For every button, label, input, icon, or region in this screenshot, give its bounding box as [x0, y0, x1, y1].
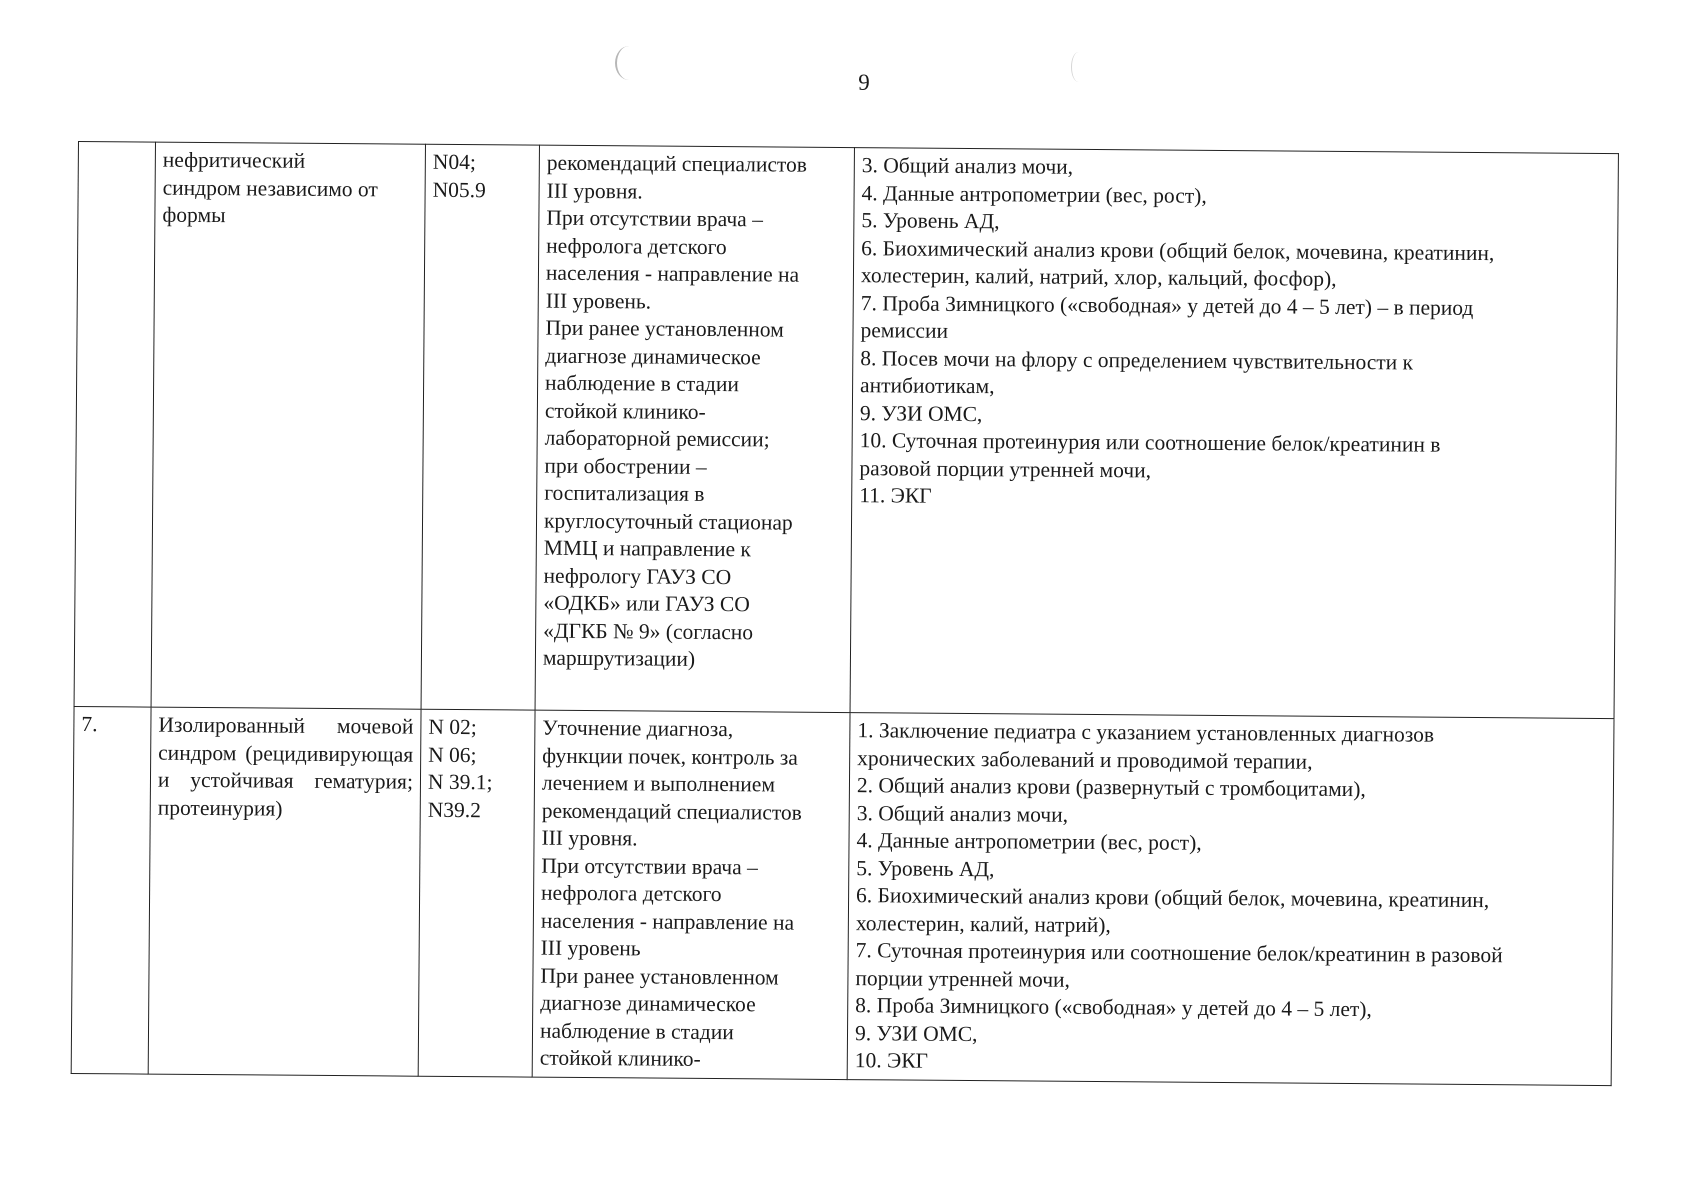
- examinations-cell: [850, 148, 1618, 719]
- exam-item: разовой порции утренней мочи,: [859, 455, 1152, 482]
- text-line: рекомендаций специалистов: [546, 150, 808, 177]
- text-line: диагнозе динамическое: [545, 343, 761, 369]
- text-line: нефритический: [162, 147, 306, 173]
- row-number-cell: [74, 142, 155, 708]
- exam-item: 3. Общий анализ мочи,: [861, 153, 1074, 179]
- icd-code-cell: [418, 709, 535, 1076]
- exam-item: 9. УЗИ ОМС,: [859, 400, 983, 426]
- exam-item: антибиотикам,: [860, 373, 995, 399]
- exam-item: холестерин, калий, натрий),: [855, 910, 1111, 937]
- row-number-cell: [71, 706, 151, 1073]
- icd-code: N 06;: [428, 742, 477, 767]
- icd-code: N05.9: [432, 177, 486, 202]
- exam-item: 5. Уровень АД,: [856, 855, 995, 881]
- exam-item: 8. Проба Зимницкого («свободная» у детей до 4 – 5 лет),: [855, 993, 1372, 1022]
- text-line: стойкой клинико-: [539, 1045, 701, 1071]
- text-line: стойкой клинико-: [544, 398, 706, 424]
- exam-item: ремиссии: [860, 318, 949, 343]
- icd-code: N 02;: [428, 714, 477, 740]
- text-line: «ОДКБ» или ГАУЗ СО: [543, 590, 750, 617]
- text-line: рекомендаций специалистов: [541, 798, 803, 825]
- exam-item: 3. Общий анализ мочи,: [856, 800, 1069, 827]
- text-line: При отсутствии врача –: [546, 205, 763, 232]
- text-line: круглосуточный стационар: [543, 508, 793, 535]
- exam-item: 1. Заключение педиатра с указанием установленных диагнозов: [857, 718, 1435, 747]
- text-line: нефролога детского: [541, 880, 722, 907]
- table-row: [71, 706, 1614, 1085]
- actions-cell: [535, 145, 854, 712]
- icd-code: N 39.1;: [427, 769, 493, 795]
- text-line: при обострении –: [544, 453, 707, 479]
- text-line: При ранее установленном: [545, 315, 784, 342]
- text-line: нефролога детского: [546, 233, 727, 259]
- text-line: населения - направление на: [545, 260, 800, 287]
- actions-cell: [532, 710, 850, 1079]
- text-line: III уровень: [540, 935, 641, 961]
- page-number: 9: [858, 70, 870, 95]
- text-line: III уровня.: [541, 825, 638, 851]
- exam-item: 6. Биохимический анализ крови (общий белок, мочевина, креатинин,: [856, 883, 1490, 913]
- text-line: При ранее установленном: [540, 963, 779, 990]
- diagnosis-cell: [151, 142, 425, 709]
- exam-item: порции утренней мочи,: [855, 965, 1071, 992]
- exam-item: 7. Проба Зимницкого («свободная» у детей до 4 – 5 лет) – в период: [860, 290, 1474, 320]
- text-line: наблюдение в стадии: [539, 1018, 734, 1044]
- exam-item: 11. ЭКГ: [859, 483, 932, 508]
- diagnosis-text: Изолированный мочевой синдром (рецидивирующая и устойчивая гематурия; протеинурия): [157, 712, 414, 821]
- text-line: формы: [162, 202, 226, 228]
- exam-item: хронических заболеваний и проводимой терапии,: [857, 745, 1313, 774]
- exam-item: 10. ЭКГ: [854, 1048, 929, 1073]
- examinations-cell: [847, 713, 1614, 1085]
- text-line: населения - направление на: [540, 908, 795, 935]
- exam-item: 5. Уровень АД,: [861, 208, 1000, 234]
- exam-item: 8. Посев мочи на флору с определением чувствительности к: [860, 345, 1414, 374]
- exam-item: 9. УЗИ ОМС,: [854, 1020, 978, 1046]
- exam-item: 10. Суточная протеинурия или соотношение белок/креатинин в: [859, 428, 1441, 457]
- exam-item: 4. Данные антропометрии (вес, рост),: [861, 180, 1207, 208]
- row-number: 7.: [81, 712, 98, 737]
- exam-item: 2. Общий анализ крови (развернутый с тромбоцитами),: [856, 773, 1366, 802]
- text-line: III уровень.: [545, 288, 652, 314]
- exam-item: 4. Данные антропометрии (вес, рост),: [856, 828, 1202, 855]
- icd-code: N04;: [432, 149, 476, 175]
- document-table: [71, 141, 1619, 1086]
- text-line: лечением и выполнением: [541, 770, 776, 797]
- exam-item: 6. Биохимический анализ крови (общий белок, мочевина, креатинин,: [861, 235, 1495, 265]
- icd-code: N39.2: [427, 797, 482, 822]
- diagnosis-cell: [148, 707, 421, 1076]
- text-line: III уровня.: [546, 178, 643, 203]
- exam-item: 7. Суточная протеинурия или соотношение белок/креатинин в разовой: [855, 938, 1503, 968]
- text-line: Уточнение диагноза,: [542, 715, 734, 742]
- text-line: диагнозе динамическое: [540, 990, 756, 1017]
- table-row: [74, 142, 1618, 719]
- text-line: госпитализация в: [544, 480, 705, 506]
- text-line: «ДГКБ № 9» (согласно: [543, 618, 754, 644]
- text-line: маршрутизации): [542, 645, 696, 671]
- text-line: лабораторной ремиссии;: [544, 425, 770, 452]
- text-line: синдром независимо от: [162, 175, 378, 201]
- text-line: ММЦ и направление к: [543, 535, 752, 562]
- exam-item: холестерин, калий, натрий, хлор, кальций, фосфор),: [860, 263, 1337, 291]
- text-line: функции почек, контроль за: [542, 743, 798, 770]
- icd-code-cell: [421, 144, 539, 710]
- text-line: нефрологу ГАУЗ СО: [543, 563, 732, 589]
- text-line: наблюдение в стадии: [545, 370, 740, 397]
- text-line: При отсутствии врача –: [541, 853, 758, 879]
